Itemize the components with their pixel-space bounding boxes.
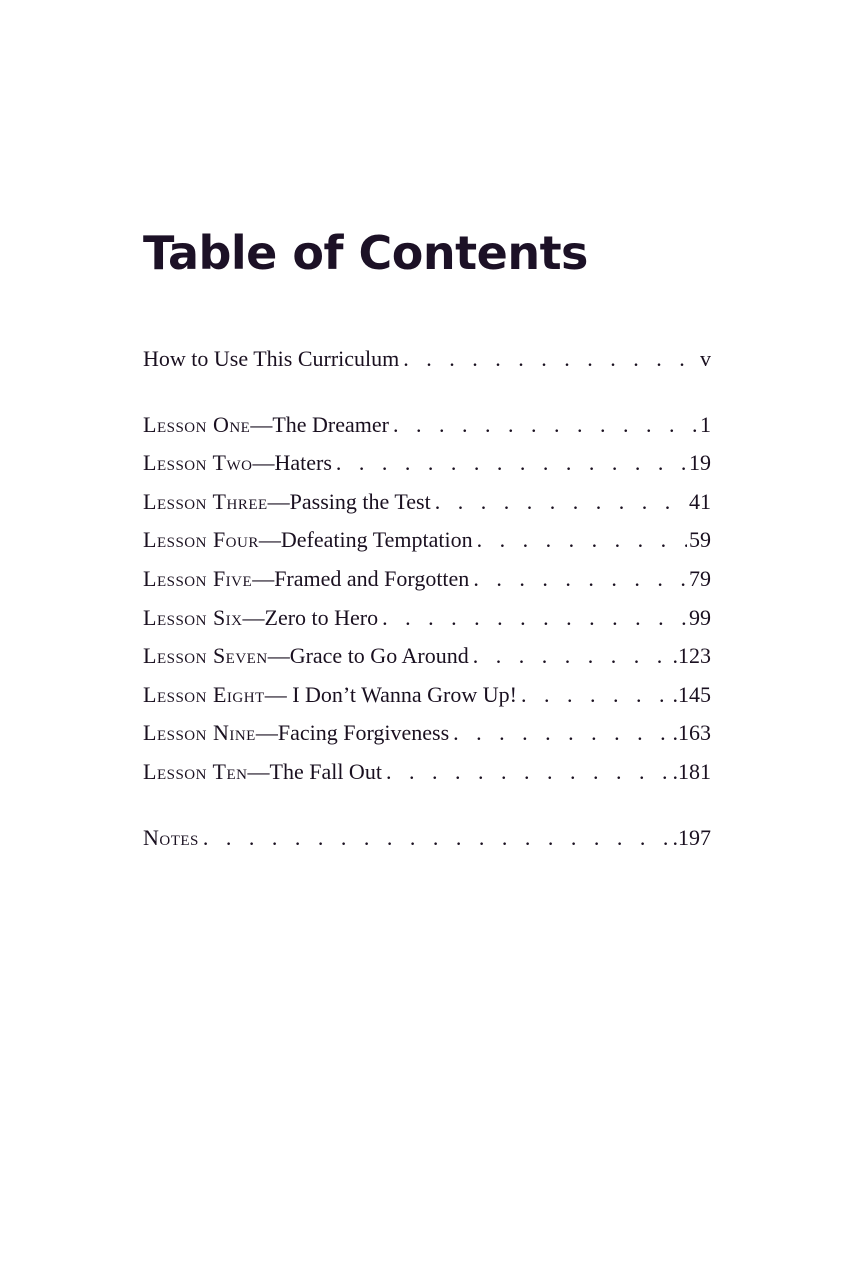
lesson-title: —Framed and Forgotten [252, 565, 470, 591]
lesson-number: Lesson Two [143, 450, 253, 476]
toc-entry-page: .197 [672, 824, 711, 850]
lesson-number: Lesson Eight [143, 681, 265, 707]
lesson-title: —Defeating Temptation [258, 527, 473, 553]
lesson-title: —Zero to Hero [242, 604, 379, 630]
dot-leader [386, 753, 671, 792]
dot-leader [521, 676, 671, 715]
toc-entry-page: .181 [672, 758, 711, 784]
toc-entry-page: 59 [689, 527, 711, 553]
dot-leader [336, 444, 687, 483]
toc-entry-page: 19 [689, 450, 711, 476]
dot-leader [453, 714, 670, 753]
toc-entry-lesson-two[interactable] [143, 444, 711, 483]
toc-entry-lesson-three[interactable] [143, 483, 711, 522]
toc-entry-lesson-eight[interactable] [143, 676, 711, 715]
toc-entry-notes[interactable] [143, 819, 711, 858]
toc-entry-lesson-four[interactable] [143, 521, 711, 560]
lesson-number: Lesson Ten [143, 758, 248, 784]
toc-entry-lesson-one[interactable] [143, 406, 711, 445]
toc-entry-lesson-five[interactable] [143, 560, 711, 599]
toc-entry-label: How to Use This Curriculum [143, 346, 400, 371]
lesson-number: Lesson Four [143, 527, 259, 553]
toc-back-matter [143, 819, 711, 858]
toc-entry-page: .123 [672, 643, 711, 669]
lesson-title: —The Dreamer [250, 411, 389, 437]
lesson-number: Lesson One [143, 411, 251, 437]
lesson-title: —Grace to Go Around [267, 643, 469, 669]
toc-entry-page: 79 [689, 565, 711, 591]
toc-entry-page: 41 [689, 488, 711, 514]
dot-leader [393, 406, 698, 445]
dot-leader [473, 637, 671, 676]
table-of-contents [143, 340, 711, 857]
page-title: Table of Contents [143, 226, 588, 280]
lesson-number: Lesson Seven [143, 643, 268, 669]
lesson-title: —Facing Forgiveness [255, 720, 450, 746]
toc-entry-page: 1 [700, 411, 711, 437]
lesson-number: Lesson Five [143, 565, 253, 591]
lesson-number: Lesson Nine [143, 720, 256, 746]
dot-leader [477, 521, 687, 560]
dot-leader [435, 483, 687, 522]
lesson-title: —The Fall Out [247, 758, 382, 784]
toc-entry-page: v [700, 346, 711, 371]
dot-leader [382, 599, 687, 638]
toc-lessons [143, 406, 711, 792]
toc-entry-lesson-ten[interactable] [143, 753, 711, 792]
toc-entry-page: .163 [672, 720, 711, 746]
toc-entry-lesson-seven[interactable] [143, 637, 711, 676]
toc-entry-lesson-nine[interactable] [143, 714, 711, 753]
toc-entry-page: 99 [689, 604, 711, 630]
lesson-title: —Haters [252, 450, 332, 476]
lesson-title: —Passing the Test [267, 488, 431, 514]
dot-leader [203, 819, 671, 858]
toc-entry-page: .145 [672, 681, 711, 707]
toc-front-matter [143, 340, 711, 379]
toc-entry-lesson-six[interactable] [143, 599, 711, 638]
toc-entry-label: Notes [143, 824, 199, 850]
toc-entry-how-to-use[interactable] [143, 340, 711, 379]
dot-leader [403, 340, 698, 379]
lesson-number: Lesson Six [143, 604, 243, 630]
dot-leader [473, 560, 687, 599]
lesson-number: Lesson Three [143, 488, 268, 514]
lesson-title: — I Don’t Wanna Grow Up! [264, 681, 517, 707]
